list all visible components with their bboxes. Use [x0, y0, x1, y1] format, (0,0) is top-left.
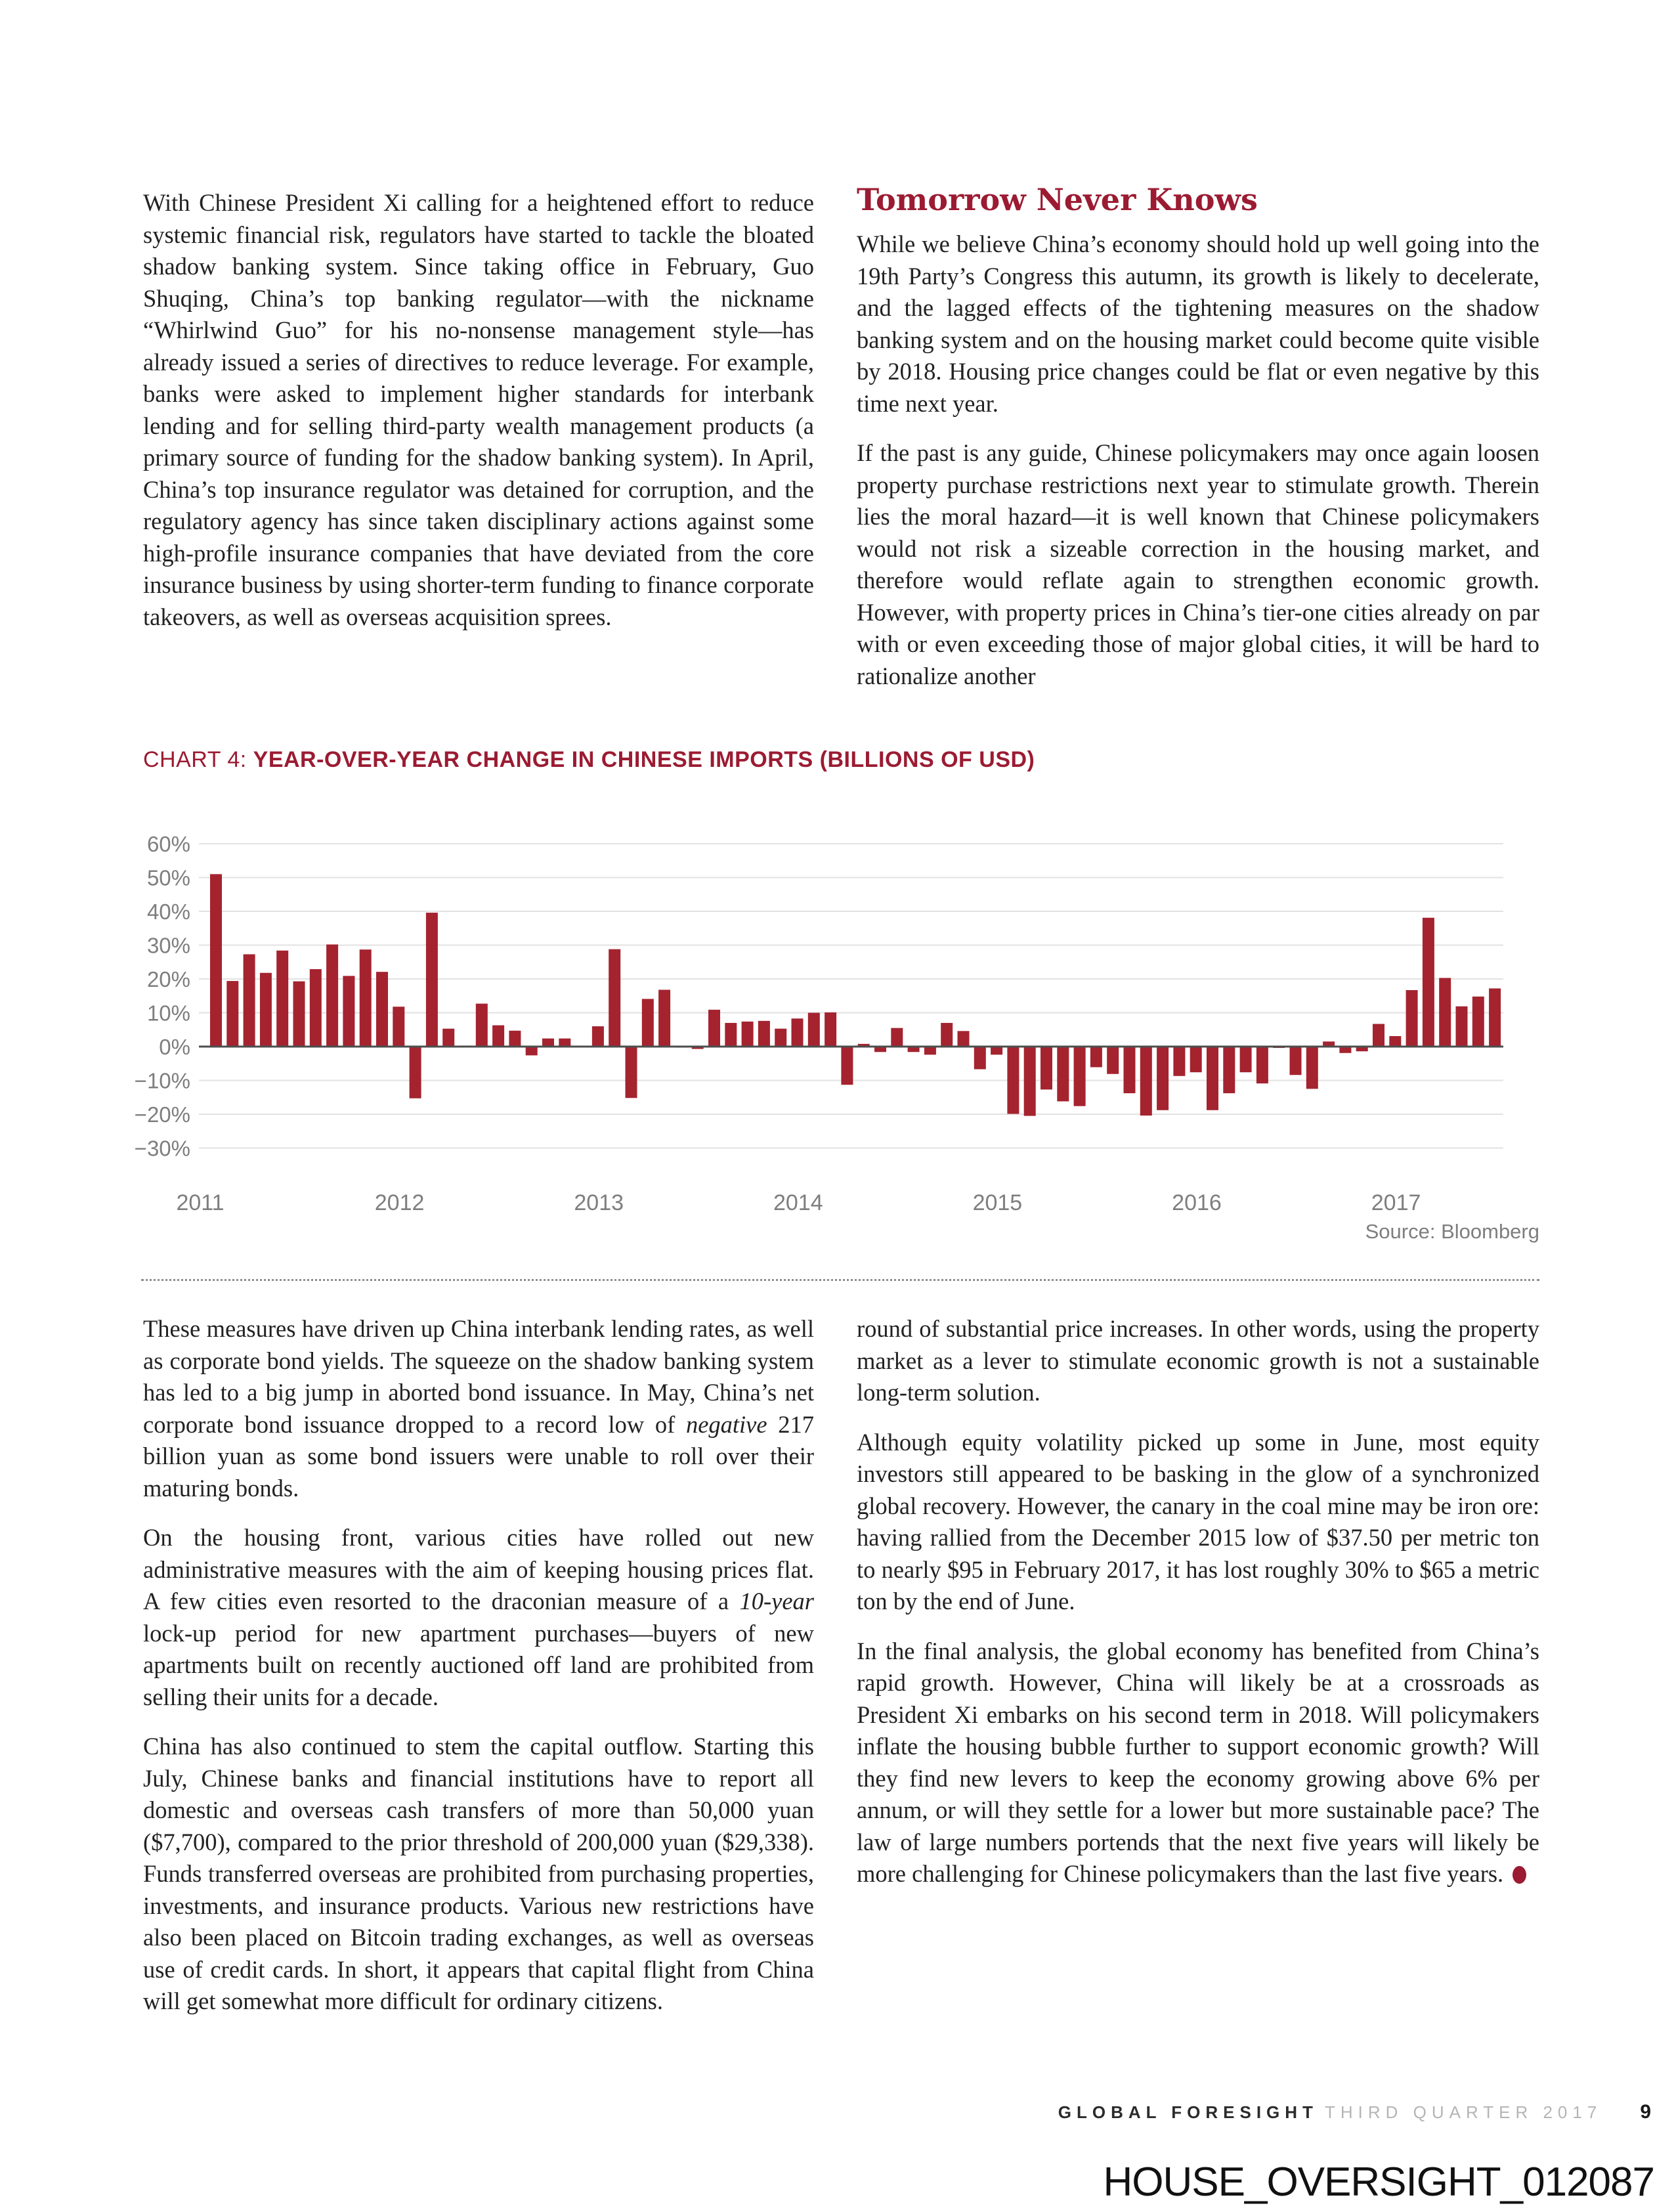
bar-2014-09: [941, 1023, 953, 1047]
y-axis-tick-label: 50%: [146, 865, 190, 890]
bar-2016-07: [1306, 1047, 1318, 1089]
paragraph: If the past is any guide, Chinese policymakers may once again loosen property purchase restrictions next year to stimulate growth. Therein lies the moral hazard—it is well known that Chinese policymakers would not risk a sizeable correction in the housing market, and therefore would reflate again to strengthen economic growth. However, with property prices in China’s tier-one cities already on par with or even exceeding those of major global cities, it will be hard to rationalize another: [857, 439, 1539, 689]
bar-2016-04: [1256, 1047, 1268, 1083]
bar-2012-12: [592, 1026, 604, 1047]
bar-2011-12: [393, 1007, 404, 1047]
end-of-article-dot-icon: [1513, 1866, 1526, 1884]
y-axis-tick-label: 40%: [146, 900, 190, 924]
bar-2012-09: [542, 1039, 554, 1047]
bar-2014-10: [958, 1031, 970, 1047]
x-axis-year-label: 2012: [374, 1190, 425, 1215]
bar-2017-01: [1406, 990, 1418, 1047]
bar-2014-12: [991, 1047, 1002, 1054]
paragraph: These measures have driven up China interbank lending rates, as well as corporate bond yields. The squeeze on the shadow banking system has led to a big jump in aborted bond issuance. In May, China’s net corporate bond issuance dropped to a record low of negative 217 billion yuan as some bond issuers were unable to roll over their maturing bonds.: [143, 1315, 815, 1502]
bar-2011-03: [244, 954, 255, 1047]
bar-2011-10: [360, 949, 372, 1047]
paragraph: With Chinese President Xi calling for a heightened effort to reduce systemic financial risk, regulators have started to tackle the bloated shadow banking system. Since taking office in February, Guo Shuqing, China’s top banking regulator—with the nickname “Whirlwind Guo” for his no-nonsense management style—has already issued a series of directives to reduce leverage. For example, banks were asked to implement higher standards for interbank lending and for selling third-party wealth management products (a primary source of funding for the shadow banking system). In April, China’s top insurance regulator was detained for corruption, and the regulatory agency has since taken disciplinary actions against some high-profile insurance companies that have deviated from the core insurance business by using shorter-term funding to finance corporate takeovers, as well as overseas acquisition sprees.: [143, 189, 814, 630]
bar-2017-02: [1423, 918, 1434, 1047]
bar-2014-11: [974, 1047, 986, 1070]
bar-2013-11: [775, 1029, 786, 1047]
imports-bar-chart: [121, 817, 1546, 1228]
x-axis-year-label: 2013: [574, 1190, 624, 1215]
page-footer: [857, 2101, 1651, 2123]
bar-2015-09: [1140, 1047, 1152, 1116]
x-axis-year-label: 2017: [1371, 1190, 1421, 1215]
bar-2014-01: [808, 1013, 820, 1047]
bottom-left-text-column: [143, 1313, 814, 2018]
top-right-text-column: [857, 228, 1539, 692]
bar-2012-06: [492, 1026, 504, 1047]
bar-2017-05: [1472, 997, 1484, 1047]
bar-2012-03: [442, 1029, 454, 1047]
bar-2015-04: [1057, 1047, 1069, 1101]
x-axis-year-label: 2016: [1172, 1190, 1222, 1215]
bates-stamp: HOUSE_OVERSIGHT_012087: [1103, 2159, 1654, 2205]
paragraph: China has also continued to stem the capital outflow. Starting this July, Chinese banks and financial institutions have to report all domestic and overseas cash transfers of more than 50,000 yuan ($7,700), compared to the prior threshold of 200,000 yuan ($29,338). Funds transferred overseas are prohibited from purchasing properties, investments, and insurance products. Various new restrictions have also been placed on Bitcoin trading exchanges, as well as overseas use of credit cards. In short, it appears that capital flight from China will get somewhat more difficult for ordinary citizens.: [143, 1733, 814, 2014]
bar-2011-07: [310, 969, 322, 1047]
bottom-right-text-column: [857, 1313, 1539, 1890]
bar-2012-08: [526, 1047, 538, 1055]
chart-caption: [143, 747, 1541, 773]
bar-2012-05: [476, 1004, 488, 1047]
bar-2013-07: [708, 1010, 720, 1047]
bar-2015-12: [1190, 1047, 1202, 1072]
y-axis-tick-label: −20%: [134, 1102, 190, 1127]
bar-2012-10: [559, 1039, 570, 1047]
section-heading: Tomorrow Never Knows: [857, 182, 1258, 217]
bar-2015-10: [1157, 1047, 1169, 1110]
bar-2014-08: [924, 1047, 936, 1054]
paragraph: In the final analysis, the global economy has benefited from China’s rapid growth. However, China will likely be at a crossroads as President Xi embarks on his second term in 2018. Will policymakers inflate the housing bubble further to support economic growth? Will they find new levers to keep the economy growing above 6% per annum, or will they settle for a lower but more sustainable pace? The law of large numbers portends that the next five years will likely be more challenging for Chinese policymakers than the last five years.: [857, 1637, 1539, 1887]
bar-2016-11: [1373, 1024, 1384, 1047]
y-axis-tick-label: 30%: [146, 933, 190, 958]
bar-2015-03: [1041, 1047, 1052, 1089]
page-number: 9: [1640, 2101, 1651, 2123]
bar-2011-09: [343, 976, 354, 1047]
bar-2011-04: [260, 973, 272, 1047]
bar-2017-06: [1489, 988, 1501, 1047]
chart-svg: [121, 817, 1546, 1228]
x-axis-year-label: 2015: [972, 1190, 1023, 1215]
y-axis-tick-label: 0%: [159, 1035, 190, 1059]
x-axis-year-label: 2014: [773, 1190, 823, 1215]
chart-caption-title: YEAR-OVER-YEAR CHANGE IN CHINESE IMPORTS (BILLIONS OF USD): [253, 747, 1035, 772]
y-axis-tick-label: 20%: [146, 967, 190, 991]
bar-2014-06: [891, 1028, 903, 1047]
bar-2011-01: [210, 874, 222, 1047]
y-axis-tick-label: −30%: [134, 1136, 190, 1161]
bar-2015-05: [1074, 1047, 1086, 1106]
bar-2013-08: [725, 1023, 737, 1047]
bar-2016-03: [1240, 1047, 1252, 1072]
bar-2017-04: [1456, 1007, 1468, 1047]
top-left-text-column: [143, 187, 814, 633]
bar-2011-11: [376, 972, 388, 1047]
chart-source-credit: Source: Bloomberg: [1365, 1220, 1539, 1243]
dotted-divider: [141, 1279, 1539, 1281]
x-axis-year-label: 2011: [176, 1190, 225, 1215]
bar-2016-01: [1207, 1047, 1218, 1110]
paragraph: On the housing front, various cities have rolled out new administrative measures with the aim of keeping housing prices flat. A few cities even resorted to the draconian measure of a 10-year lock-up period for new apartment purchases—buyers of new apartments built on recently auctioned off land are prohibited from selling their units for a decade.: [143, 1524, 814, 1710]
bar-2015-11: [1173, 1047, 1185, 1076]
bar-2017-03: [1439, 978, 1451, 1047]
bar-2016-06: [1290, 1047, 1302, 1075]
bar-2016-02: [1223, 1047, 1235, 1093]
bar-2015-02: [1024, 1047, 1036, 1116]
bar-2012-01: [410, 1047, 421, 1098]
bar-2012-02: [426, 913, 438, 1047]
bar-2013-03: [642, 999, 654, 1047]
bar-2013-12: [792, 1018, 804, 1047]
bar-2012-07: [509, 1031, 521, 1047]
bar-2013-01: [609, 949, 620, 1047]
bar-2015-01: [1007, 1047, 1019, 1114]
chart-caption-prefix: CHART 4:: [143, 747, 253, 772]
y-axis-tick-label: −10%: [134, 1068, 190, 1093]
bar-2013-02: [626, 1047, 637, 1098]
bar-2015-07: [1107, 1047, 1119, 1074]
publication-name: GLOBAL FORESIGHT: [1058, 2102, 1318, 2122]
bar-2015-06: [1090, 1047, 1102, 1067]
bar-2014-02: [825, 1012, 836, 1047]
bar-2013-04: [658, 989, 670, 1047]
y-axis-tick-label: 10%: [146, 1001, 190, 1026]
bar-2014-03: [841, 1047, 853, 1085]
paragraph: Although equity volatility picked up some in June, most equity investors still appeared to be basking in the glow of a synchronized global recovery. However, the canary in the coal mine may be iron ore: having rallied from the December 2015 low of $37.50 per metric ton to nearly $95 in February 2017, it has lost roughly 30% to $65 a metric ton by the end of June.: [857, 1428, 1539, 1615]
bar-2013-09: [742, 1022, 754, 1047]
bar-2011-06: [293, 982, 305, 1047]
bar-2016-12: [1389, 1036, 1401, 1047]
issue-label: THIRD QUARTER 2017: [1324, 2102, 1602, 2122]
bar-2011-05: [276, 951, 288, 1047]
paragraph: round of substantial price increases. In other words, using the property market as a lever to stimulate economic growth is not a sustainable long-term solution.: [857, 1315, 1539, 1406]
bar-2015-08: [1124, 1047, 1136, 1093]
bar-2013-10: [758, 1021, 770, 1047]
paragraph: While we believe China’s economy should hold up well going into the 19th Party’s Congress this autumn, its growth is likely to decelerate, and the lagged effects of the tightening measures on the shadow banking system and on the housing market could become quite visible by 2018. Housing price changes could be flat or even negative by this time next year.: [857, 230, 1539, 417]
y-axis-tick-label: 60%: [146, 832, 190, 856]
bar-2011-08: [326, 944, 338, 1047]
bar-2011-02: [226, 981, 238, 1047]
